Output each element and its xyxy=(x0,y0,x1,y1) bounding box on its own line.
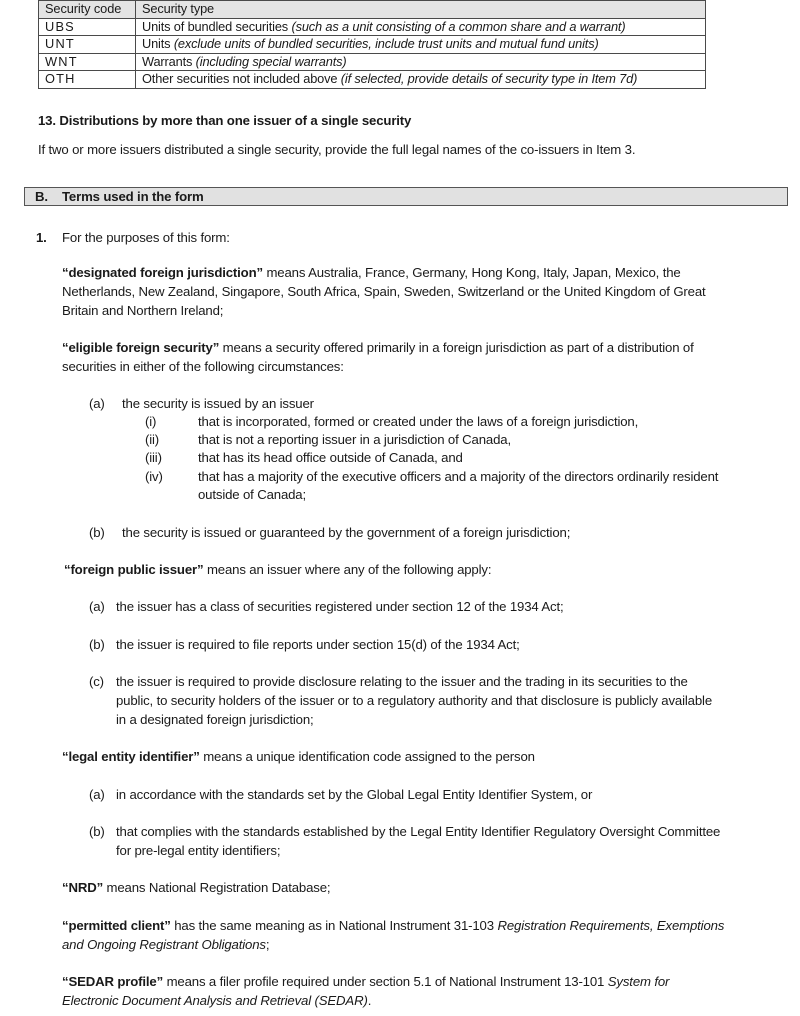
term: “foreign public issuer” xyxy=(64,562,204,577)
section-b-letter: B. xyxy=(35,189,48,204)
item-text-cont: for pre-legal entity identifiers; xyxy=(116,843,281,858)
item-text-cont: public, to security holders of the issuer or to a regulatory authority and that disclosure is publicly available xyxy=(116,693,713,708)
definition-designated-foreign-jurisdiction: “designated foreign jurisdiction” means Australia, France, Germany, Hong Kong, Italy, Japan, Mexico, the xyxy=(62,265,681,280)
security-code-cell: UBS xyxy=(39,18,136,36)
definition-foreign-public-issuer: “foreign public issuer” means an issuer where any of the following apply: xyxy=(64,562,492,577)
security-code-table xyxy=(38,0,706,89)
item-label: (a) xyxy=(89,787,105,802)
security-code-cell: WNT xyxy=(39,53,136,71)
item-13-heading: 13. Distributions by more than one issuer of a single security xyxy=(38,113,412,128)
table-row xyxy=(39,71,706,89)
security-code-cell: UNT xyxy=(39,36,136,54)
term: “NRD” xyxy=(62,880,104,895)
subitem-text: that is incorporated, formed or created under the laws of a foreign jurisdiction, xyxy=(198,414,639,429)
table-header-row xyxy=(39,1,706,19)
table-row xyxy=(39,53,706,71)
item-13-text: If two or more issuers distributed a single security, provide the full legal names of the co-issuers in Item 3. xyxy=(38,142,636,157)
table-row xyxy=(39,18,706,36)
subitem-text: that is not a reporting issuer in a jurisdiction of Canada, xyxy=(198,432,511,447)
security-type-cell: Units (exclude units of bundled securities, include trust units and mutual fund units) xyxy=(136,36,706,54)
item-label: (c) xyxy=(89,674,104,689)
item-text: the issuer is required to file reports under section 15(d) of the 1934 Act; xyxy=(116,637,520,652)
term: “legal entity identifier” xyxy=(62,749,200,764)
item-label: (a) xyxy=(89,396,105,411)
definition-text-line: and Ongoing Registrant Obligations; xyxy=(62,937,270,952)
header-security-type: Security type xyxy=(136,1,706,19)
term: “permitted client” xyxy=(62,918,171,933)
item-label: (a) xyxy=(89,599,105,614)
item-text-cont: in a designated foreign jurisdiction; xyxy=(116,712,314,727)
definition-nrd: “NRD” means National Registration Database; xyxy=(62,880,331,895)
security-type-cell: Units of bundled securities (such as a unit consisting of a common share and a warrant) xyxy=(136,18,706,36)
item-label: (b) xyxy=(89,525,105,540)
definition-permitted-client: “permitted client” has the same meaning as in National Instrument 31-103 Registration Requirements, Exemptions xyxy=(62,918,725,933)
security-type-cell: Other securities not included above (if selected, provide details of security type in Item 7d) xyxy=(136,71,706,89)
item-text: the security is issued by an issuer xyxy=(122,396,314,411)
definition-legal-entity-identifier: “legal entity identifier” means a unique identification code assigned to the person xyxy=(62,749,535,764)
subitem-label: (i) xyxy=(145,414,157,429)
definition-text-line: securities in either of the following circumstances: xyxy=(62,359,344,374)
subitem-text: that has a majority of the executive officers and a majority of the directors ordinarily resident xyxy=(198,469,719,484)
definition-sedar-profile: “SEDAR profile” means a filer profile required under section 5.1 of National Instrument 13-101 System for xyxy=(62,974,670,989)
subitem-label: (ii) xyxy=(145,432,160,447)
item-label: (b) xyxy=(89,637,105,652)
table-row xyxy=(39,36,706,54)
section-b-title: Terms used in the form xyxy=(62,189,204,204)
item-text: that complies with the standards established by the Legal Entity Identifier Regulatory Oversight Committee xyxy=(116,824,721,839)
header-security-code: Security code xyxy=(39,1,136,19)
subitem-label: (iii) xyxy=(145,450,162,465)
para-1-number: 1. xyxy=(36,230,47,245)
term: “designated foreign jurisdiction” xyxy=(62,265,263,280)
item-text: in accordance with the standards set by the Global Legal Entity Identifier System, or xyxy=(116,787,593,802)
term: “SEDAR profile” xyxy=(62,974,164,989)
definition-text-line: Netherlands, New Zealand, Singapore, South Africa, Spain, Sweden, Switzerland or the United Kingdom of Great xyxy=(62,284,706,299)
item-label: (b) xyxy=(89,824,105,839)
definition-text-line: Britain and Northern Ireland; xyxy=(62,303,224,318)
section-b-header xyxy=(24,187,788,206)
subitem-label: (iv) xyxy=(145,469,163,484)
subitem-text-cont: outside of Canada; xyxy=(198,487,307,502)
item-text: the security is issued or guaranteed by the government of a foreign jurisdiction; xyxy=(122,525,571,540)
definition-text-line: Electronic Document Analysis and Retrieval (SEDAR). xyxy=(62,993,372,1008)
definition-eligible-foreign-security: “eligible foreign security” means a security offered primarily in a foreign jurisdiction as part of a distribution of xyxy=(62,340,694,355)
term: “eligible foreign security” xyxy=(62,340,220,355)
security-type-cell: Warrants (including special warrants) xyxy=(136,53,706,71)
item-text: the issuer is required to provide disclosure relating to the issuer and the trading in its securities to the xyxy=(116,674,688,689)
subitem-text: that has its head office outside of Canada, and xyxy=(198,450,463,465)
item-text: the issuer has a class of securities registered under section 12 of the 1934 Act; xyxy=(116,599,564,614)
security-code-cell: OTH xyxy=(39,71,136,89)
para-1-intro: For the purposes of this form: xyxy=(62,230,230,245)
